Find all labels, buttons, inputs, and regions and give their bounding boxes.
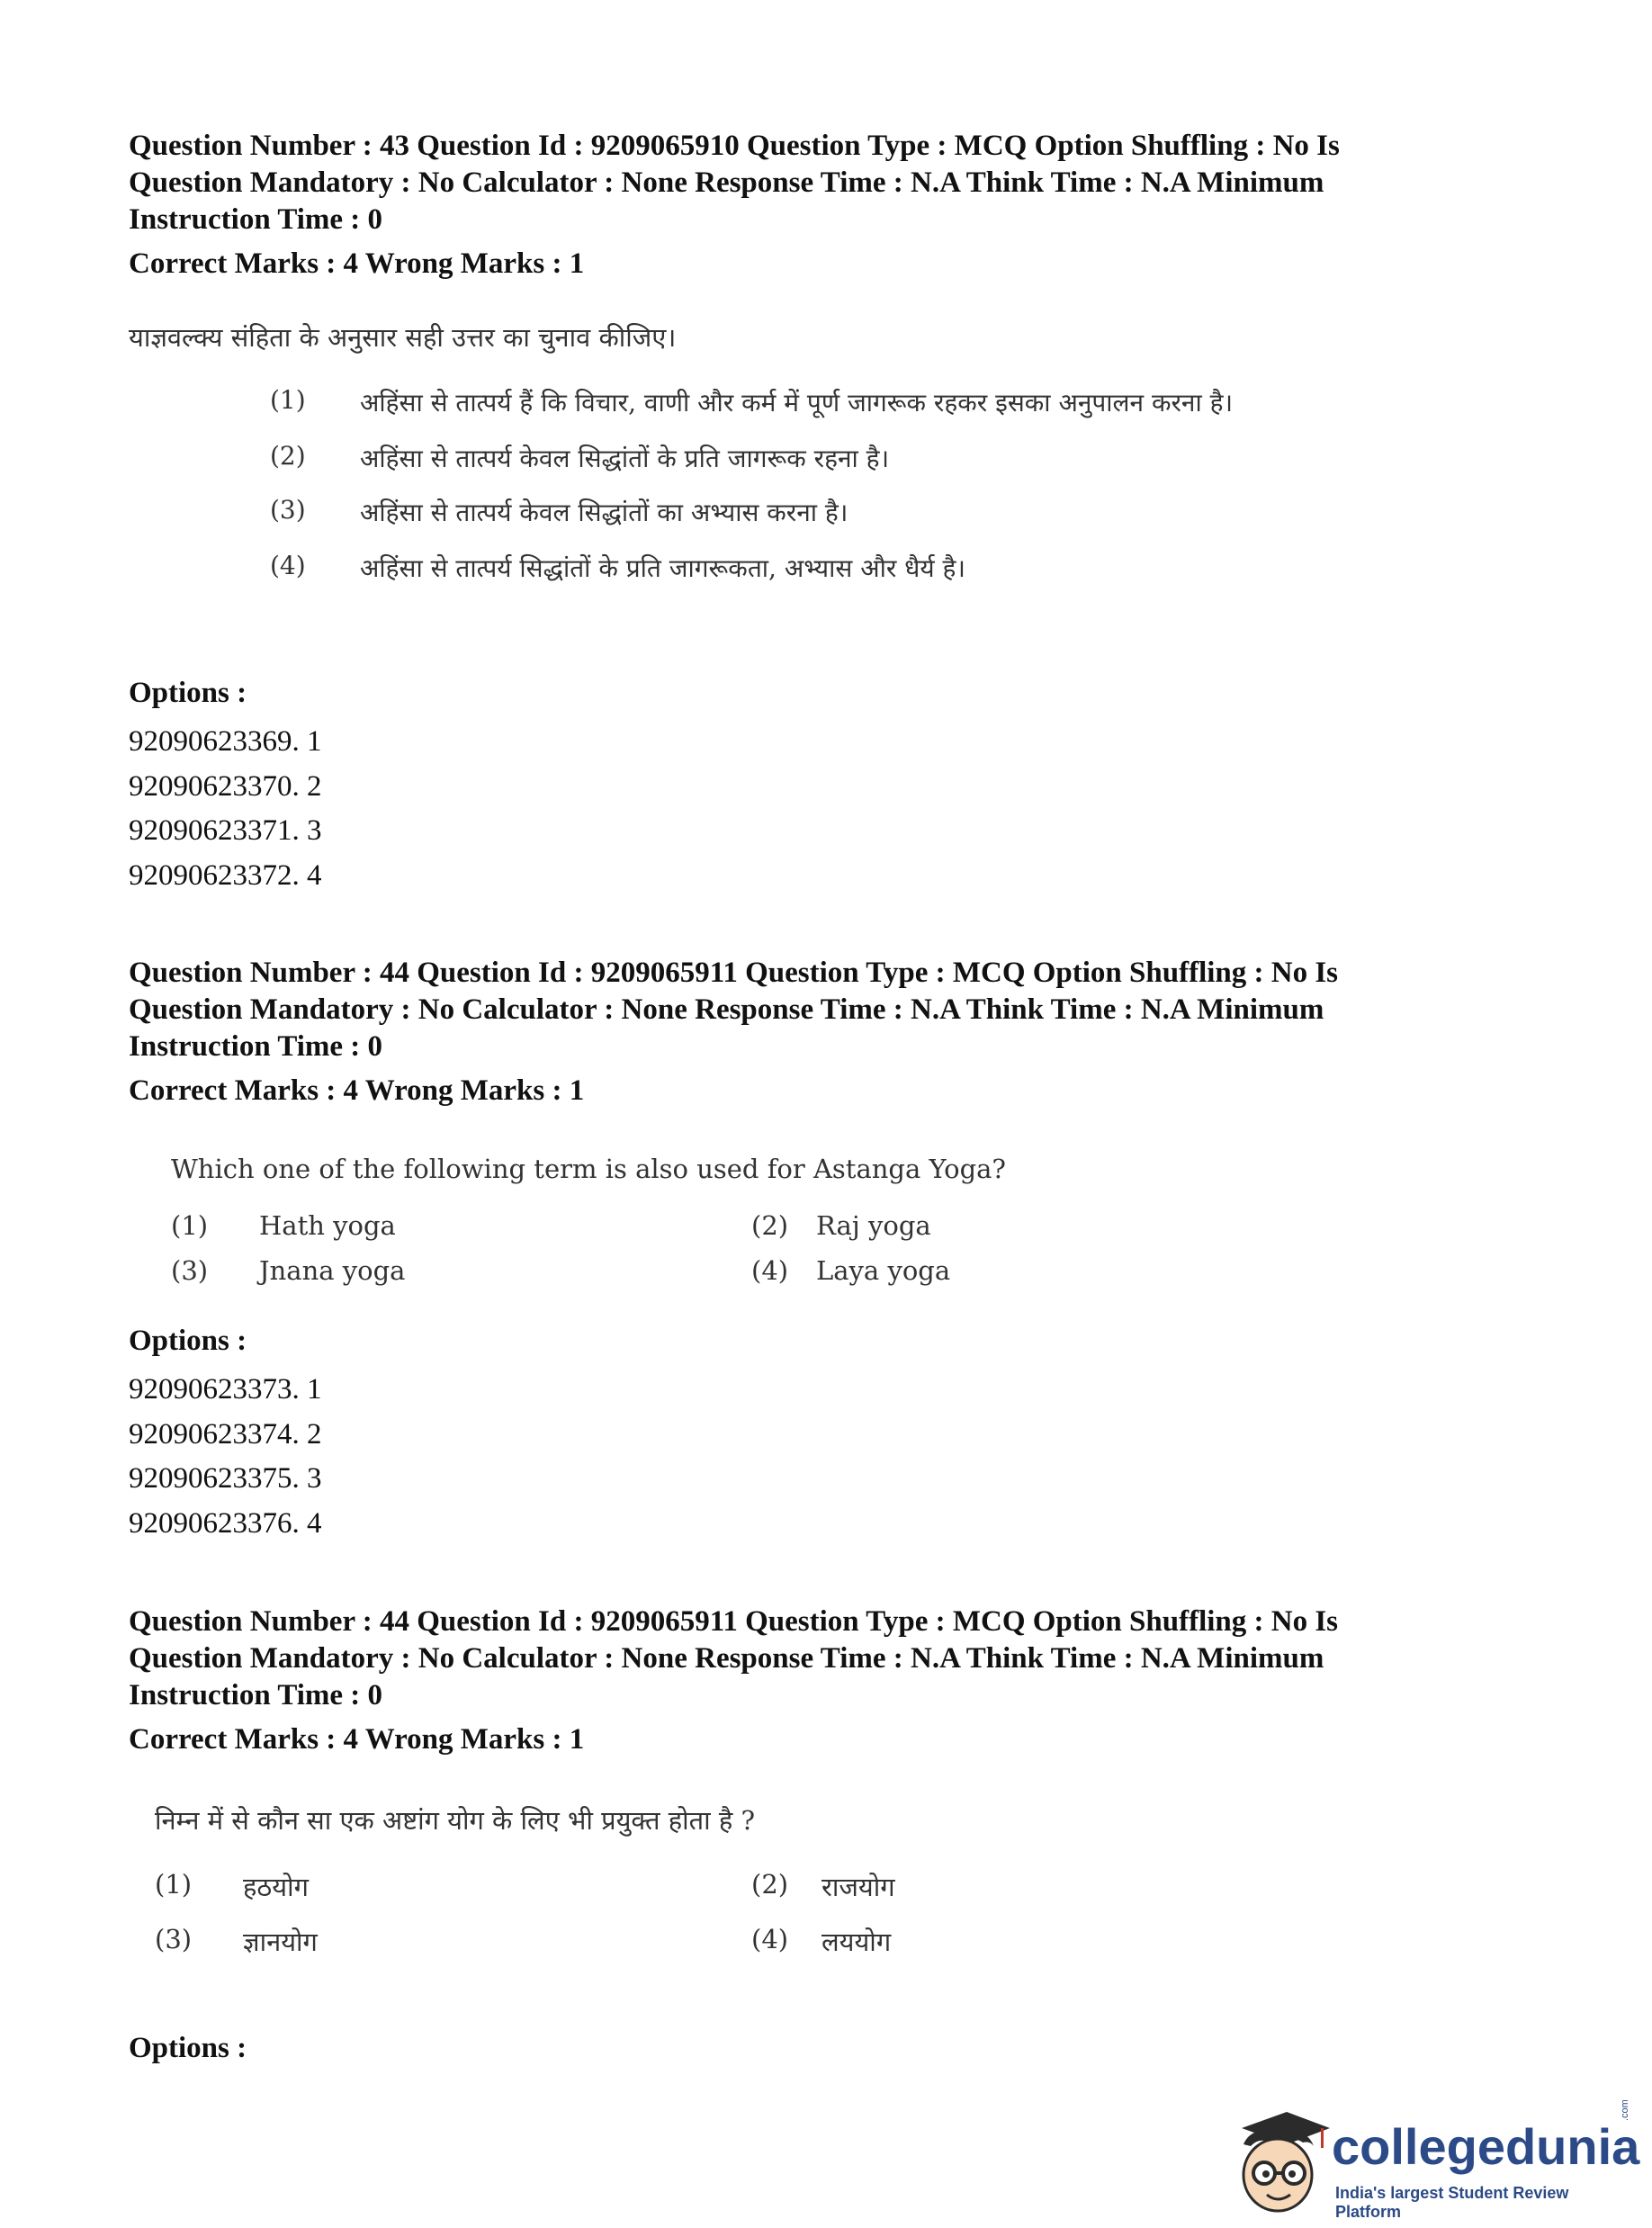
choice-text: लययोग bbox=[822, 1927, 892, 1957]
choice-text: अहिंसा से तात्पर्य सिद्धांतों के प्रति जागरूकता, अभ्यास और धैर्य है। bbox=[360, 553, 966, 583]
choice-row bbox=[270, 441, 889, 475]
choice-text: अहिंसा से तात्पर्य केवल सिद्धांतों के प्रति जागरूक रहना है। bbox=[360, 444, 890, 473]
choice-number: (1) bbox=[270, 385, 306, 415]
question-meta-line: Question Number : 44 Question Id : 9209065911 Question Type : MCQ Option Shuffling : No Is bbox=[129, 957, 1339, 989]
choice-number: (1) bbox=[171, 1210, 209, 1241]
choice-text: ज्ञानयोग bbox=[243, 1927, 318, 1957]
logo-tagline: India's largest Student Review Platform bbox=[1335, 2184, 1569, 2221]
choice-text: Hath yoga bbox=[259, 1210, 396, 1241]
question-meta-line: Question Mandatory : No Calculator : None Response Time : N.A Think Time : N.A Minimum bbox=[129, 1642, 1324, 1675]
choice-row bbox=[270, 385, 1233, 419]
choice-text: हठयोग bbox=[243, 1872, 309, 1902]
question-meta-line: Question Mandatory : No Calculator : None Response Time : N.A Think Time : N.A Minimum bbox=[129, 166, 1324, 199]
question-meta-line: Question Number : 44 Question Id : 9209065911 Question Type : MCQ Option Shuffling : No Is bbox=[129, 1605, 1339, 1638]
marks-line: Correct Marks : 4 Wrong Marks : 1 bbox=[129, 1723, 585, 1756]
choice-number: (4) bbox=[751, 1924, 789, 1954]
choice-number: (2) bbox=[751, 1210, 789, 1241]
choice-row bbox=[751, 1210, 931, 1241]
question-stem: निम्न में से कौन सा एक अष्टांग योग के लिए भी प्रयुक्त होता है ? bbox=[155, 1805, 756, 1836]
option-item: 92090623376. 4 bbox=[129, 1506, 322, 1540]
choice-number: (2) bbox=[270, 441, 306, 471]
question-meta-line: Instruction Time : 0 bbox=[129, 1679, 383, 1711]
collegedunia-logo bbox=[1224, 2099, 1640, 2221]
marks-line: Correct Marks : 4 Wrong Marks : 1 bbox=[129, 247, 585, 280]
choice-number: (3) bbox=[171, 1255, 209, 1286]
choice-number: (4) bbox=[751, 1255, 789, 1286]
question-meta-line: Instruction Time : 0 bbox=[129, 1030, 383, 1063]
choice-number: (3) bbox=[155, 1924, 193, 1954]
choice-row bbox=[751, 1255, 950, 1286]
question-44-hindi-header bbox=[129, 1604, 1532, 1758]
option-item: 92090623375. 3 bbox=[129, 1462, 322, 1495]
question-meta-line: Question Number : 43 Question Id : 9209065910 Question Type : MCQ Option Shuffling : No Is bbox=[129, 130, 1340, 162]
choice-text: राजयोग bbox=[822, 1872, 895, 1902]
choice-text: Jnana yoga bbox=[259, 1255, 406, 1286]
logo-com: .com bbox=[1620, 2099, 1630, 2121]
options-label: Options : bbox=[129, 677, 247, 709]
question-meta-line: Question Mandatory : No Calculator : None Response Time : N.A Think Time : N.A Minimum bbox=[129, 993, 1324, 1026]
choice-row bbox=[270, 495, 848, 529]
choice-row bbox=[155, 1924, 318, 1959]
options-list bbox=[129, 720, 322, 898]
choice-number: (1) bbox=[155, 1869, 193, 1900]
choice-number: (2) bbox=[751, 1869, 789, 1900]
student-mascot-icon bbox=[1224, 2101, 1332, 2218]
choice-text: अहिंसा से तात्पर्य केवल सिद्धांतों का अभ्यास करना है। bbox=[360, 498, 848, 527]
choice-text: Laya yoga bbox=[816, 1255, 951, 1286]
question-meta-line: Instruction Time : 0 bbox=[129, 203, 383, 236]
choice-text: Raj yoga bbox=[816, 1210, 931, 1241]
option-item: 92090623371. 3 bbox=[129, 814, 322, 847]
options-list bbox=[129, 1368, 322, 1546]
choice-text: अहिंसा से तात्पर्य हैं कि विचार, वाणी और कर्म में पूर्ण जागरूक रहकर इसका अनुपालन करना है। bbox=[360, 388, 1234, 418]
option-item: 92090623369. 1 bbox=[129, 725, 322, 758]
question-stem: याज्ञवल्क्य संहिता के अनुसार सही उत्तर का चुनाव कीजिए। bbox=[129, 322, 677, 353]
marks-line: Correct Marks : 4 Wrong Marks : 1 bbox=[129, 1074, 585, 1107]
choice-row bbox=[270, 551, 965, 585]
option-item: 92090623374. 2 bbox=[129, 1417, 322, 1451]
choice-number: (4) bbox=[270, 551, 306, 580]
choice-row bbox=[155, 1869, 309, 1904]
option-item: 92090623372. 4 bbox=[129, 858, 322, 892]
choice-row bbox=[751, 1869, 895, 1904]
choice-row bbox=[171, 1210, 396, 1241]
logo-wordmark: collegedunia bbox=[1332, 2118, 1640, 2175]
question-stem: Which one of the following term is also used for Astanga Yoga? bbox=[171, 1154, 1006, 1184]
option-item: 92090623373. 1 bbox=[129, 1373, 322, 1406]
options-label: Options : bbox=[129, 2032, 247, 2064]
option-item: 92090623370. 2 bbox=[129, 769, 322, 803]
choice-row bbox=[171, 1255, 405, 1286]
question-44-header bbox=[129, 955, 1532, 1110]
choice-number: (3) bbox=[270, 495, 306, 525]
choice-row bbox=[751, 1924, 891, 1959]
options-label: Options : bbox=[129, 1325, 247, 1357]
question-43-header bbox=[129, 128, 1532, 283]
